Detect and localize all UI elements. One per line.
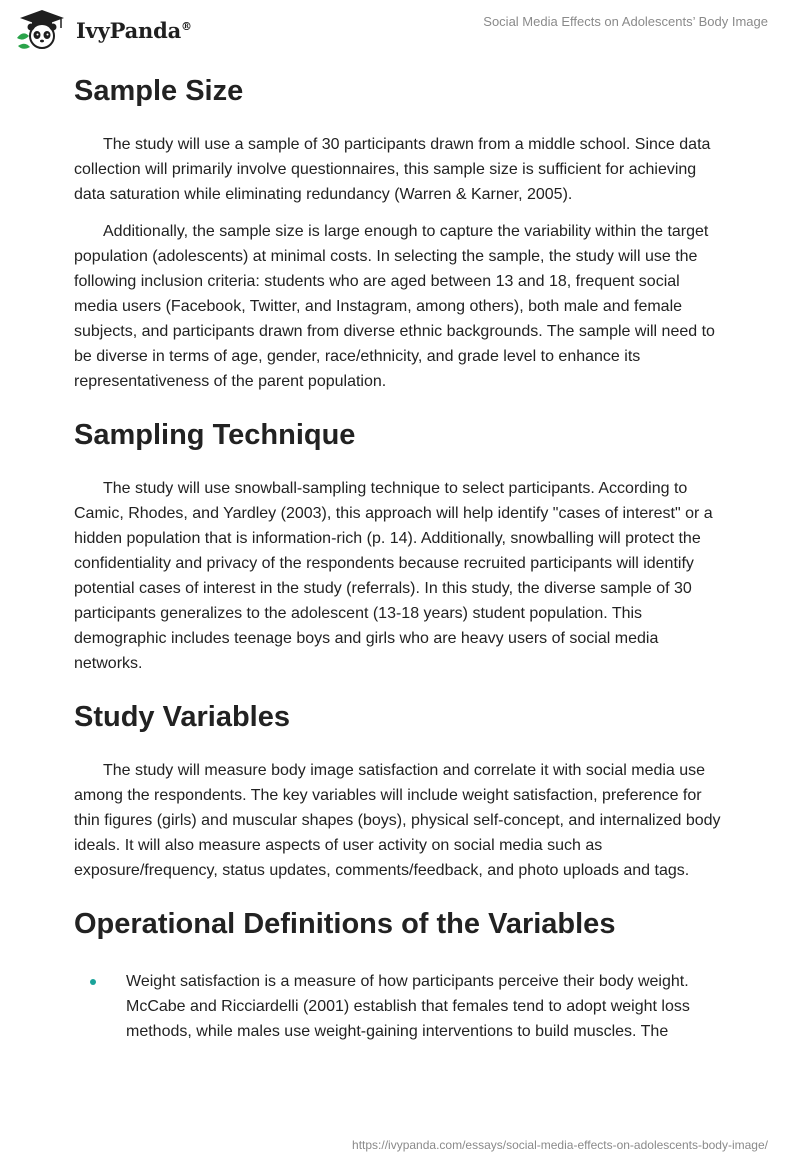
bullet-icon — [90, 979, 96, 985]
source-url[interactable]: https://ivypanda.com/essays/social-media-effects-on-adolescents-body-image/ — [352, 1138, 768, 1152]
section-heading-study-variables: Study Variables — [74, 701, 290, 733]
ivypanda-logo[interactable] — [14, 8, 192, 52]
brand-name: IvyPanda® — [76, 17, 192, 43]
document-title: Social Media Effects on Adolescents’ Body Image — [483, 14, 768, 29]
section-heading-operational-definitions: Operational Definitions of the Variables — [74, 908, 616, 940]
definitions-list — [74, 969, 724, 1044]
paragraph: The study will use a sample of 30 participants drawn from a middle school. Since data collection will primarily involve questionnaires, this sample size is sufficient for achieving data saturation while eliminating redundancy (Warren & Karner, 2005). — [74, 136, 711, 203]
list-item — [74, 969, 724, 1044]
paragraph: Additionally, the sample size is large enough to capture the variability within the target population (adolescents) at minimal costs. In selecting the sample, the study will use the following inclusion criteria: students who are aged between 13 and 18, frequent social media users (Facebook, Twitter, and Instagram, among others), both male and female subjects, and participants drawn from diverse ethnic backgrounds. The sample will need to be diverse in terms of age, gender, race/ethnicity, and grade level to enhance its representativeness of the parent population. — [74, 223, 715, 390]
list-item-text: Weight satisfaction is a measure of how participants perceive their body weight. McCabe and Ricciardelli (2001) establish that females tend to adopt weight loss methods, while males use weight-gaining interventions to build muscles. The — [126, 973, 690, 1040]
article-body — [74, 70, 724, 1044]
page-header — [0, 0, 800, 56]
panda-graduate-icon — [14, 8, 70, 52]
paragraph: The study will measure body image satisfaction and correlate it with social media use among the respondents. The key variables will include weight satisfaction, preference for thin figures (girls) and muscular shapes (boys), physical self-concept, and internalized body ideals. It will also measure aspects of user activity on social media such as exposure/frequency, status updates, comments/feedback, and photo uploads and tags. — [74, 762, 721, 879]
paragraph: The study will use snowball-sampling technique to select participants. According to Camic, Rhodes, and Yardley (2003), this approach will help identify "cases of interest" or a hidden population that is information-rich (p. 14). Additionally, snowballing will protect the confidentiality and privacy of the respondents because recruited participants will identify potential cases of interest in the study (referrals). In this study, the diverse sample of 30 participants generalizes to the adolescent (13-18 years) student population. This demographic includes teenage boys and girls who are heavy users of social media networks. — [74, 480, 713, 672]
section-heading-sampling-technique: Sampling Technique — [74, 419, 356, 451]
section-heading-sample-size: Sample Size — [74, 75, 244, 107]
